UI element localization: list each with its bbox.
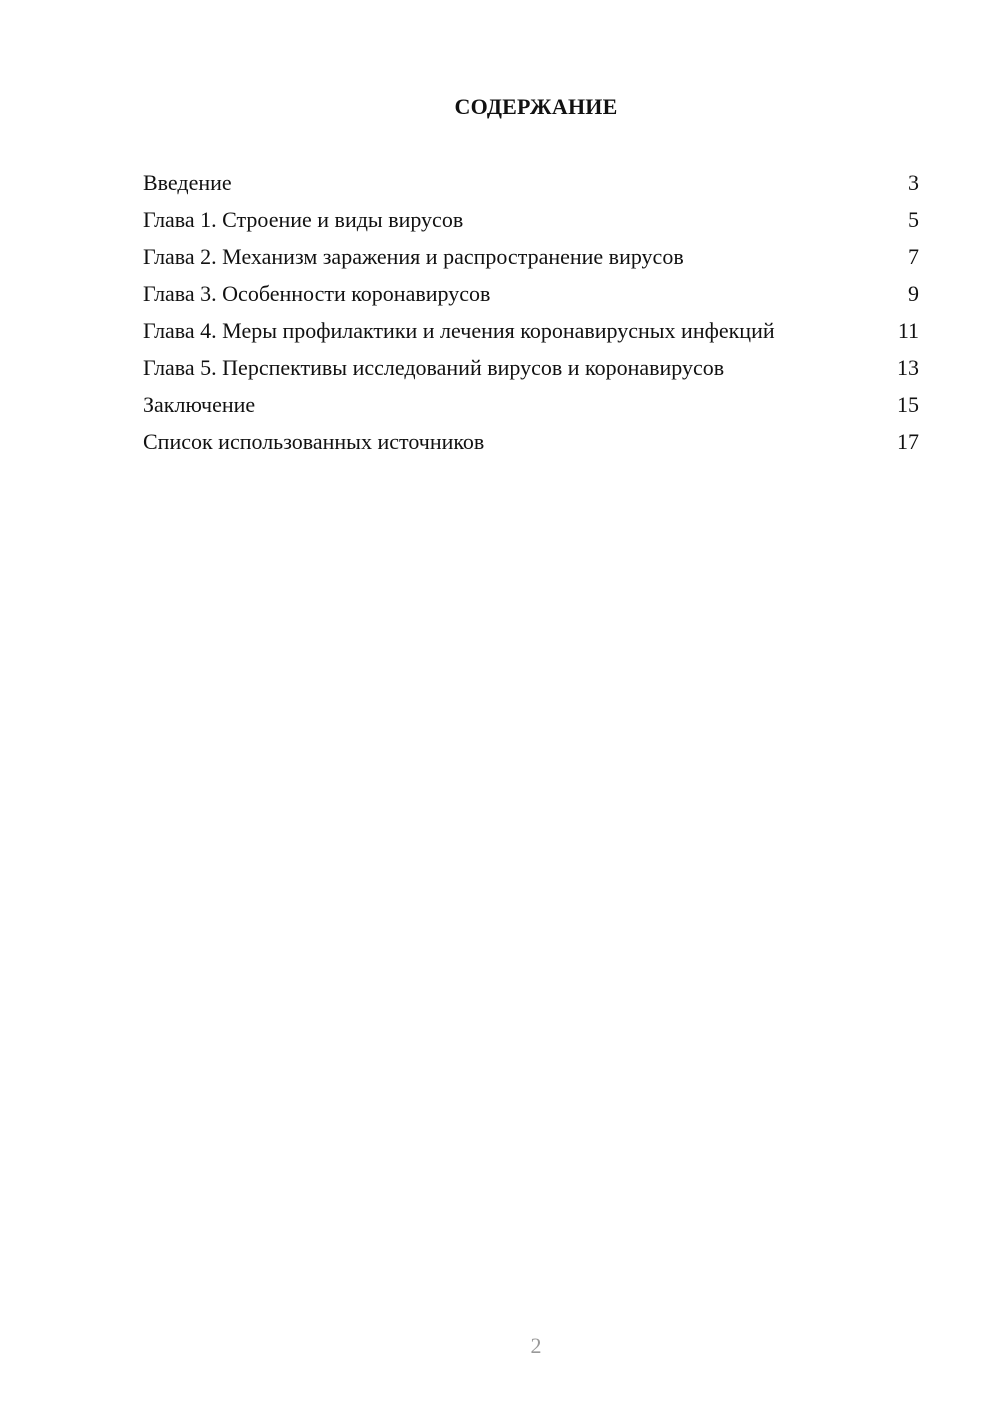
toc-entry-page: 11 xyxy=(897,318,919,343)
toc-entry-chapter-5[interactable] xyxy=(143,354,919,382)
toc-entry-page: 7 xyxy=(908,244,919,269)
page-title: СОДЕРЖАНИЕ xyxy=(454,94,618,119)
toc-entry-title: Глава 2. Механизм заражения и распространение вирусов xyxy=(143,244,684,269)
toc-entry-chapter-4[interactable] xyxy=(143,317,919,345)
toc-entry-page: 5 xyxy=(908,207,919,232)
toc-entry-title: Введение xyxy=(143,170,232,195)
toc-entry-references[interactable] xyxy=(143,428,919,456)
toc-entry-page: 9 xyxy=(908,281,919,306)
toc-entry-page: 15 xyxy=(897,392,919,417)
toc-entry-chapter-1[interactable] xyxy=(143,206,919,234)
toc-entry-title: Глава 5. Перспективы исследований вирусов и коронавирусов xyxy=(143,355,725,380)
page-number: 2 xyxy=(530,1333,542,1358)
toc-entry-chapter-3[interactable] xyxy=(143,280,919,308)
toc-entry-title: Список использованных источников xyxy=(143,429,485,454)
toc-entry-title: Глава 3. Особенности коронавирусов xyxy=(143,281,491,306)
toc-entry-page: 3 xyxy=(908,170,919,195)
table-of-contents xyxy=(143,169,919,465)
toc-entry-title: Заключение xyxy=(143,392,256,417)
toc-entry-conclusion[interactable] xyxy=(143,391,919,419)
toc-entry-page: 13 xyxy=(897,355,919,380)
toc-entry-title: Глава 4. Меры профилактики и лечения коронавирусных инфекций xyxy=(143,318,775,343)
toc-entry-title: Глава 1. Строение и виды вирусов xyxy=(143,207,464,232)
toc-entry-chapter-2[interactable] xyxy=(143,243,919,271)
toc-entry-introduction[interactable] xyxy=(143,169,919,197)
toc-entry-page: 17 xyxy=(897,429,919,454)
